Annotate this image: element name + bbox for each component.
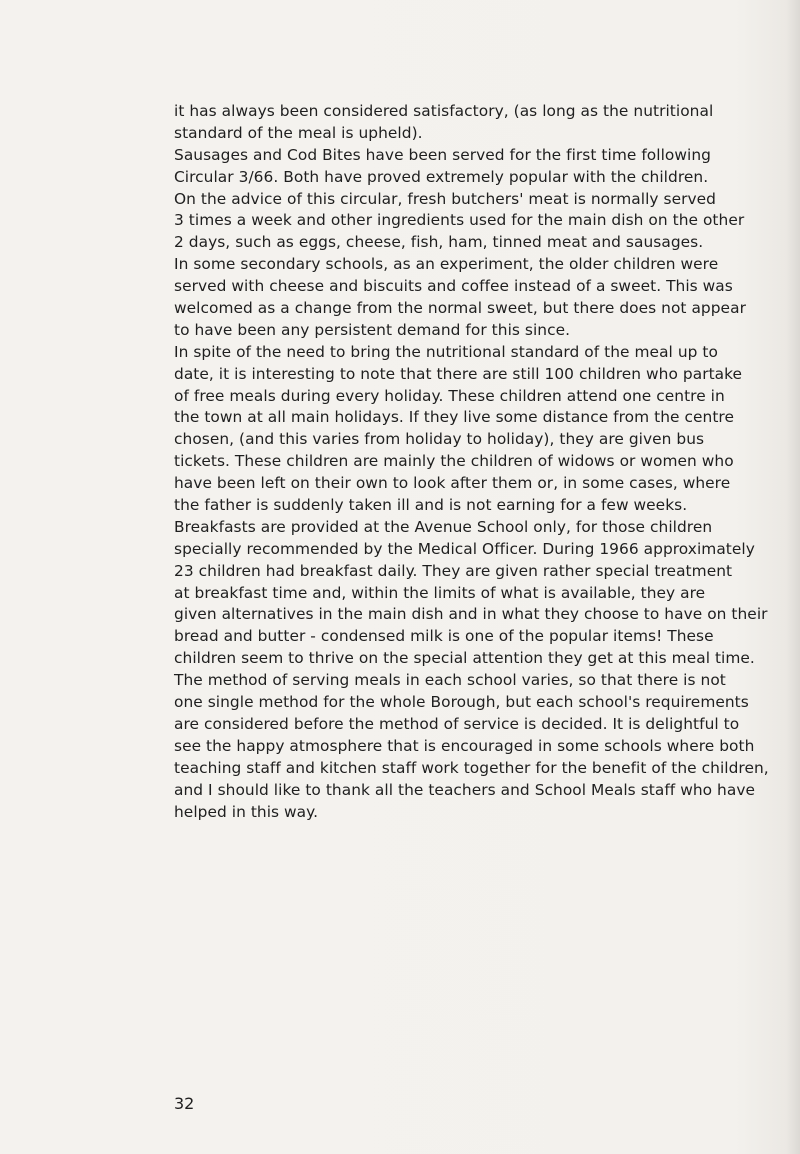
text-line: to have been any persistent demand for this since. bbox=[174, 320, 571, 339]
text-line: teaching staff and kitchen staff work together for the benefit of the children, bbox=[174, 758, 769, 777]
text-line: served with cheese and biscuits and coffee instead of a sweet. This was bbox=[174, 277, 733, 296]
text-line: are considered before the method of service is decided. It is delightful to bbox=[174, 714, 740, 733]
text-line: welcomed as a change from the normal sweet, but there does not appear bbox=[174, 299, 746, 318]
text-line: 3 times a week and other ingredients used for the main dish on the other bbox=[174, 211, 745, 230]
text-line: have been left on their own to look after them or, in some cases, where bbox=[174, 474, 731, 493]
text-line: of free meals during every holiday. These children attend one centre in bbox=[174, 386, 725, 405]
text-line: 2 days, such as eggs, cheese, fish, ham, tinned meat and sausages. bbox=[174, 233, 704, 252]
text-line: see the happy atmosphere that is encouraged in some schools where both bbox=[174, 736, 755, 755]
text-line: Sausages and Cod Bites have been served for the first time following bbox=[174, 145, 711, 164]
text-line: children seem to thrive on the special attention they get at this meal time. bbox=[174, 649, 755, 668]
text-line: In spite of the need to bring the nutritional standard of the meal up to bbox=[174, 342, 718, 361]
text-line: specially recommended by the Medical Officer. During 1966 approximately bbox=[174, 539, 755, 558]
text-line: one single method for the whole Borough, but each school's requirements bbox=[174, 693, 749, 712]
text-line: In some secondary schools, as an experiment, the older children were bbox=[174, 255, 719, 274]
text-line: standard of the meal is upheld). bbox=[174, 123, 423, 142]
text-line: 23 children had breakfast daily. They are given rather special treatment bbox=[174, 561, 733, 580]
text-line: given alternatives in the main dish and in what they choose to have on their bbox=[174, 605, 768, 624]
text-line: chosen, (and this varies from holiday to holiday), they are given bus bbox=[174, 430, 705, 449]
text-line: the father is suddenly taken ill and is not earning for a few weeks. bbox=[174, 496, 688, 515]
text-line: tickets. These children are mainly the children of widows or women who bbox=[174, 452, 734, 471]
text-line: the town at all main holidays. If they live some distance from the centre bbox=[174, 408, 734, 427]
text-line: Breakfasts are provided at the Avenue School only, for those children bbox=[174, 517, 713, 536]
body-text bbox=[174, 101, 769, 823]
text-line: date, it is interesting to note that there are still 100 children who partake bbox=[174, 364, 743, 383]
text-line: On the advice of this circular, fresh butchers' meat is normally served bbox=[174, 189, 716, 208]
text-line: helped in this way. bbox=[174, 802, 319, 821]
text-line: The method of serving meals in each school varies, so that there is not bbox=[174, 671, 726, 690]
text-line: it has always been considered satisfactory, (as long as the nutritional bbox=[174, 102, 714, 120]
text-line: and I should like to thank all the teachers and School Meals staff who have bbox=[174, 780, 756, 799]
scan-edge-shadow bbox=[786, 0, 800, 1154]
text-line: at breakfast time and, within the limits of what is available, they are bbox=[174, 583, 706, 602]
page-number: 32 bbox=[174, 1094, 195, 1113]
text-line: Circular 3/66. Both have proved extremely popular with the children. bbox=[174, 167, 709, 186]
text-line: bread and butter - condensed milk is one of the popular items! These bbox=[174, 627, 714, 646]
